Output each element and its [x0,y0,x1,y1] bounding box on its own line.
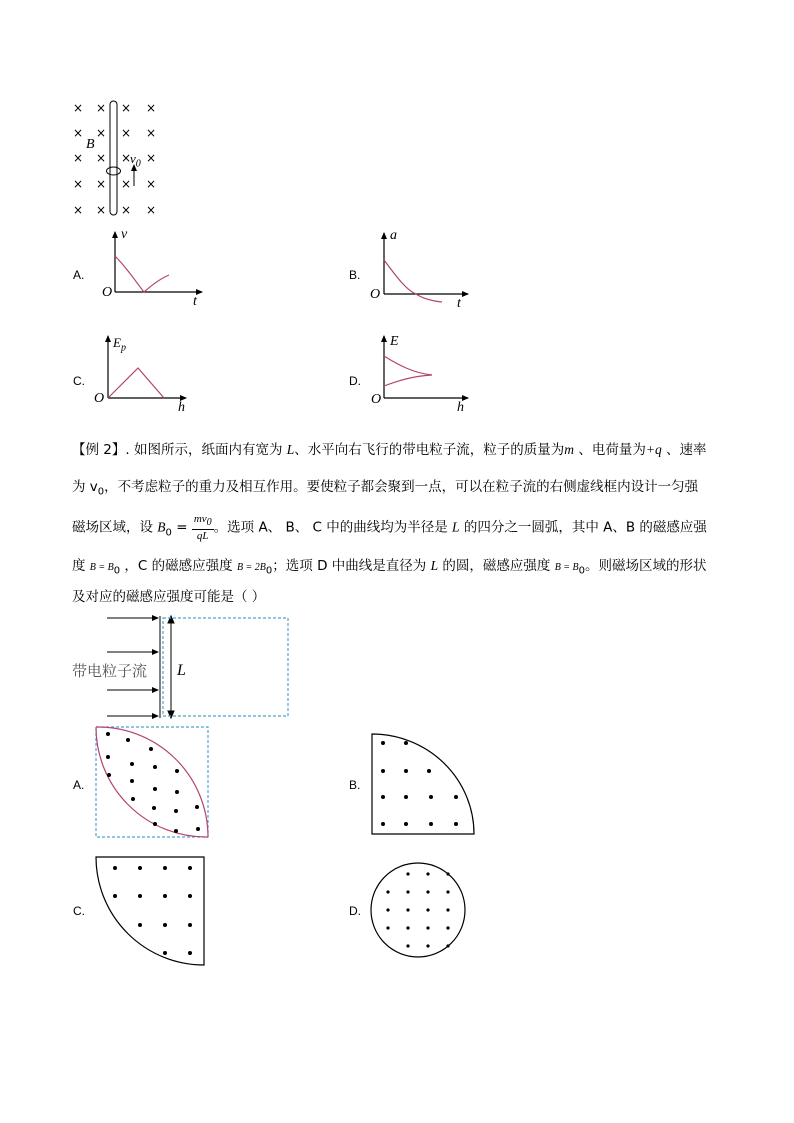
stream-label: 带电粒子流 [72,662,148,680]
region-c [96,857,204,965]
ex2-l3-num: mv [193,513,207,525]
svg-text:×: × [146,101,157,115]
svg-text:×: × [121,101,132,115]
ex2-l2-b: ，不考虑粒子的重力及相互作用。要使粒子都会聚到一点，可以在粒子流的右侧虚线框内设计一匀强 [104,479,699,495]
ex2-l2-a: 为 v [72,479,98,495]
graph-c-ylabel-main: E [113,335,121,350]
svg-text:×: × [121,177,132,191]
ex2-l4-sub1: 0 [113,565,121,577]
region-c-letter: C. [73,904,85,918]
region-b-letter: B. [349,778,361,792]
ex2-l2-sub: 0 [97,486,105,498]
graph-b-ylabel: a [390,228,397,243]
region-d-dots [386,872,449,947]
ex2-l4-e: 。则磁场区域的形状 [585,558,707,574]
region-b [372,734,474,834]
ex2-l3-numsub: 0 [206,517,212,529]
region-a [96,727,208,837]
svg-text:×: × [146,177,157,191]
graph-d-letter: D. [349,374,361,388]
ex2-l1-a: 【例 2】. 如图所示，纸面内有宽为 [72,442,287,458]
svg-text:×: × [73,177,84,191]
region-a-dots [106,732,200,833]
region-a-arc-upper [96,727,208,837]
ex2-l1-b: 、水平向右飞行的带电粒子流，粒子的质量为 [294,442,565,458]
velocity-symbol: v [130,151,136,166]
graph-c-origin: O [94,391,105,406]
field-label-B: B [86,137,95,152]
graph-b-xlabel: t [457,296,461,311]
graph-a-origin: O [102,285,113,300]
ex2-l3-eq: = [171,519,192,536]
ex2-l1-L: L [286,442,295,457]
graph-d-ylabel: E [390,334,399,349]
graph-a-xlabel: t [193,294,197,309]
region-a-letter: A. [73,778,85,792]
ex2-l4-c: ；选项 D 中曲线是直径为 [272,558,431,574]
ex2-l3-b: 。选项 A、 B、 C 中的曲线均为半径是 [213,519,453,536]
svg-text:×: × [73,151,84,165]
ex2-l1-c: 、电荷量为 [574,442,646,458]
svg-text:×: × [96,177,107,191]
svg-text:×: × [96,126,107,140]
example2-line5: 及对应的磁感应强度可能是（ ） [72,589,266,605]
ex2-l4-eq1: B = B [89,562,114,573]
ex2-l4-L: L [430,558,439,573]
graph-c-ylabel-sub: p [120,342,126,354]
ex2-l3-c: 的四分之一圆弧，其中 A、B 的磁感应强 [459,519,707,536]
ex2-l1-q: +q [645,442,662,457]
graph-b-letter: B. [349,268,361,282]
region-d-letter: D. [349,904,361,918]
svg-text:×: × [121,126,132,140]
region-a-arc-lower [96,727,208,837]
svg-text:×: × [73,203,84,217]
velocity-subscript: 0 [135,158,141,170]
ex2-l3-B: B [157,519,166,535]
graph-d-origin: O [371,392,382,407]
ex2-l3-a: 磁场区域，设 [72,519,158,536]
ex2-l4-sub3: 0 [578,565,586,577]
svg-text:×: × [96,101,107,115]
ex2-l4-b: ，C 的磁感应强度 [120,558,237,574]
ex2-l3-den: qL [196,530,209,543]
svg-text:×: × [96,151,107,165]
ex2-l3-L: L [452,519,460,535]
svg-text:×: × [73,126,84,140]
width-label-L: L [177,662,186,679]
svg-text:×: × [73,101,84,115]
graph-c-letter: C. [73,374,85,388]
graph-c-xlabel: h [178,400,185,415]
svg-text:×: × [146,203,157,217]
ex2-l1-m: m [564,442,575,457]
region-c-dots [113,866,192,955]
ex2-l4-d: 的圆，磁感应强度 [438,558,555,574]
ex2-l1-d: 、速率 [661,442,707,458]
ex2-l3-Bsub: 0 [165,527,172,539]
svg-text:×: × [146,126,157,140]
ex2-l4-a: 度 [72,558,90,574]
ex2-l4-sub2: 0 [265,565,273,577]
graph-a-ylabel: v [121,227,128,242]
region-b-dots [381,741,458,826]
svg-text:×: × [121,203,132,217]
graph-b-origin: O [370,287,381,302]
svg-text:×: × [96,203,107,217]
ex2-l4-eq3: B = B [554,562,579,573]
graph-a-letter: A. [73,268,85,282]
graph-d-xlabel: h [457,400,464,415]
svg-text:×: × [146,151,157,165]
ex2-l4-eq2: B = 2B [236,562,266,573]
svg-text:×: × [121,151,132,165]
region-d [371,863,465,957]
